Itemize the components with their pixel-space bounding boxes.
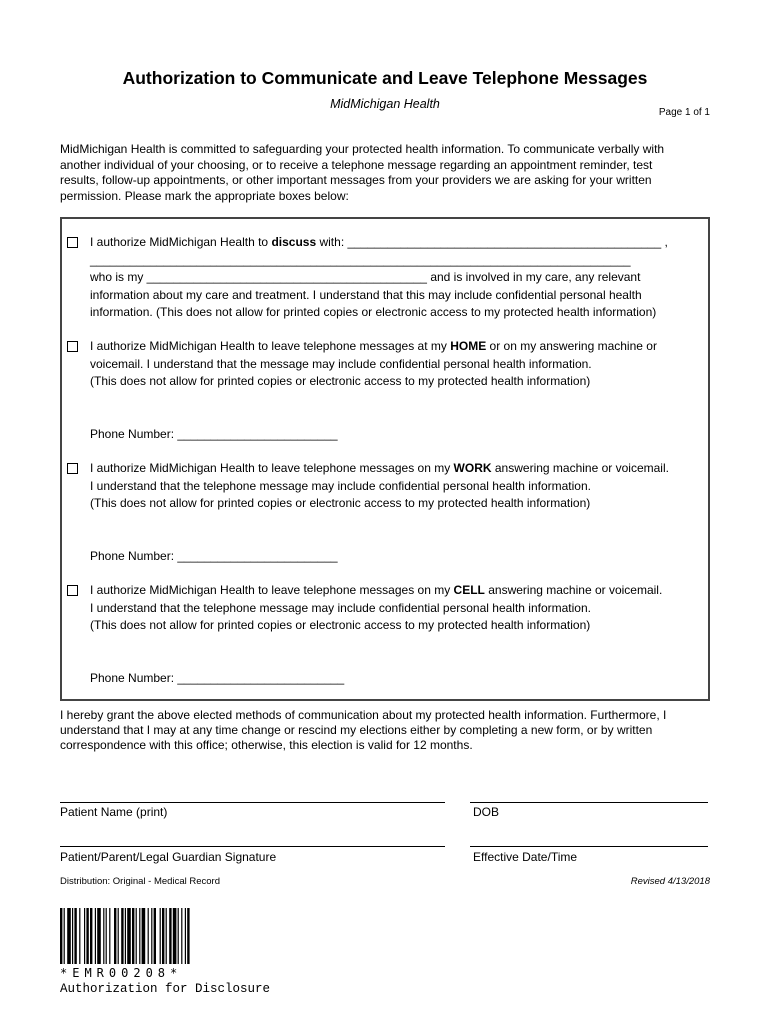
page-indicator: Page 1 of 1	[658, 107, 710, 118]
intro-line: MidMichigan Health is committed to safeguarding your protected health information. To communicate verbally with	[60, 142, 665, 156]
home-text-pre: I authorize MidMichigan Health to leave telephone messages at my	[90, 339, 451, 353]
cell-keyword: CELL	[453, 583, 485, 597]
effective-date-label: Effective Date/Time	[473, 850, 578, 864]
cell-text-line: (This does not allow for printed copies or electronic access to my protected health information)	[90, 618, 591, 632]
work-option	[90, 460, 669, 513]
cell-text-line: I understand that the telephone message may include confidential personal health information.	[90, 600, 591, 615]
options-box	[60, 217, 710, 701]
home-phone-field[interactable]: Phone Number: ________________________	[90, 427, 338, 441]
barcode-caption: Authorization for Disclosure	[60, 982, 271, 996]
guardian-signature-label: Patient/Parent/Legal Guardian Signature	[60, 850, 277, 864]
barcode-text: *EMR00208*	[60, 966, 183, 980]
grant-line: understand that I may at any time change or rescind my elections either by completing a new form, or by written	[60, 723, 653, 737]
home-text-line: (This does not allow for printed copies or electronic access to my protected health information)	[90, 374, 591, 388]
dob-line[interactable]	[470, 802, 708, 803]
work-text-post: answering machine or voicemail.	[491, 461, 669, 475]
discuss-keyword: discuss	[271, 235, 317, 249]
cell-text-post: answering machine or voicemail.	[484, 583, 663, 597]
discuss-blank-line[interactable]: _________________________________________________________________________________	[90, 252, 631, 267]
cell-text-pre: I authorize MidMichigan Health to leave telephone messages on my	[90, 583, 454, 597]
patient-name-line[interactable]	[60, 802, 445, 803]
discuss-option	[90, 234, 668, 322]
intro-line: another individual of your choosing, or to receive a telephone message regarding an appointment reminder, test	[60, 157, 653, 172]
work-text-line: (This does not allow for printed copies or electronic access to my protected health information)	[90, 496, 591, 510]
cell-phone-field[interactable]: Phone Number: _________________________	[90, 671, 345, 685]
home-text-post: or on my answering machine or	[486, 339, 657, 353]
cell-option	[90, 582, 662, 635]
dob-label: DOB	[473, 805, 500, 819]
intro-line: results, follow-up appointments, or other important messages from your providers we are asking for your written	[60, 173, 652, 187]
guardian-signature-line[interactable]	[60, 846, 445, 847]
work-keyword: WORK	[453, 461, 492, 475]
discuss-checkbox[interactable]	[67, 237, 78, 248]
grant-line: correspondence with this office; otherwise, this election is valid for 12 months.	[60, 738, 473, 752]
revision-date: Revised 4/13/2018	[630, 876, 710, 887]
grant-paragraph	[60, 708, 710, 753]
grant-line: I hereby grant the above elected methods of communication about my protected health information. Furthermore, I	[60, 708, 667, 722]
home-text-line: voicemail. I understand that the message may include confidential personal health information.	[90, 356, 592, 371]
discuss-relationship-line: who is my __________________________________________ and is involved in my care, any relevant	[90, 270, 641, 284]
home-keyword: HOME	[450, 339, 487, 353]
organization-name: MidMichigan Health	[330, 97, 440, 111]
home-option	[90, 338, 657, 391]
discuss-text-pre: I authorize MidMichigan Health to	[90, 235, 272, 249]
discuss-text-line: information about my care and treatment. I understand that this may include confidential personal health	[90, 287, 642, 302]
cell-checkbox[interactable]	[67, 585, 78, 596]
work-phone-field[interactable]: Phone Number: ________________________	[90, 549, 338, 563]
patient-name-label: Patient Name (print)	[60, 805, 168, 819]
home-checkbox[interactable]	[67, 341, 78, 352]
distribution-note: Distribution: Original - Medical Record	[60, 876, 220, 887]
intro-paragraph	[60, 142, 710, 204]
discuss-text-line: information. (This does not allow for printed copies or electronic access to my protected health information)	[90, 305, 657, 319]
barcode-graphic	[60, 908, 230, 964]
discuss-text-post: with: _______________________________________________ ,	[316, 235, 668, 249]
form-title: Authorization to Communicate and Leave Telephone Messages	[122, 68, 648, 88]
work-checkbox[interactable]	[67, 463, 78, 474]
intro-line: permission. Please mark the appropriate boxes below:	[60, 188, 349, 203]
effective-date-line[interactable]	[470, 846, 708, 847]
work-text-pre: I authorize MidMichigan Health to leave telephone messages on my	[90, 461, 454, 475]
work-text-line: I understand that the telephone message may include confidential personal health information.	[90, 478, 591, 493]
